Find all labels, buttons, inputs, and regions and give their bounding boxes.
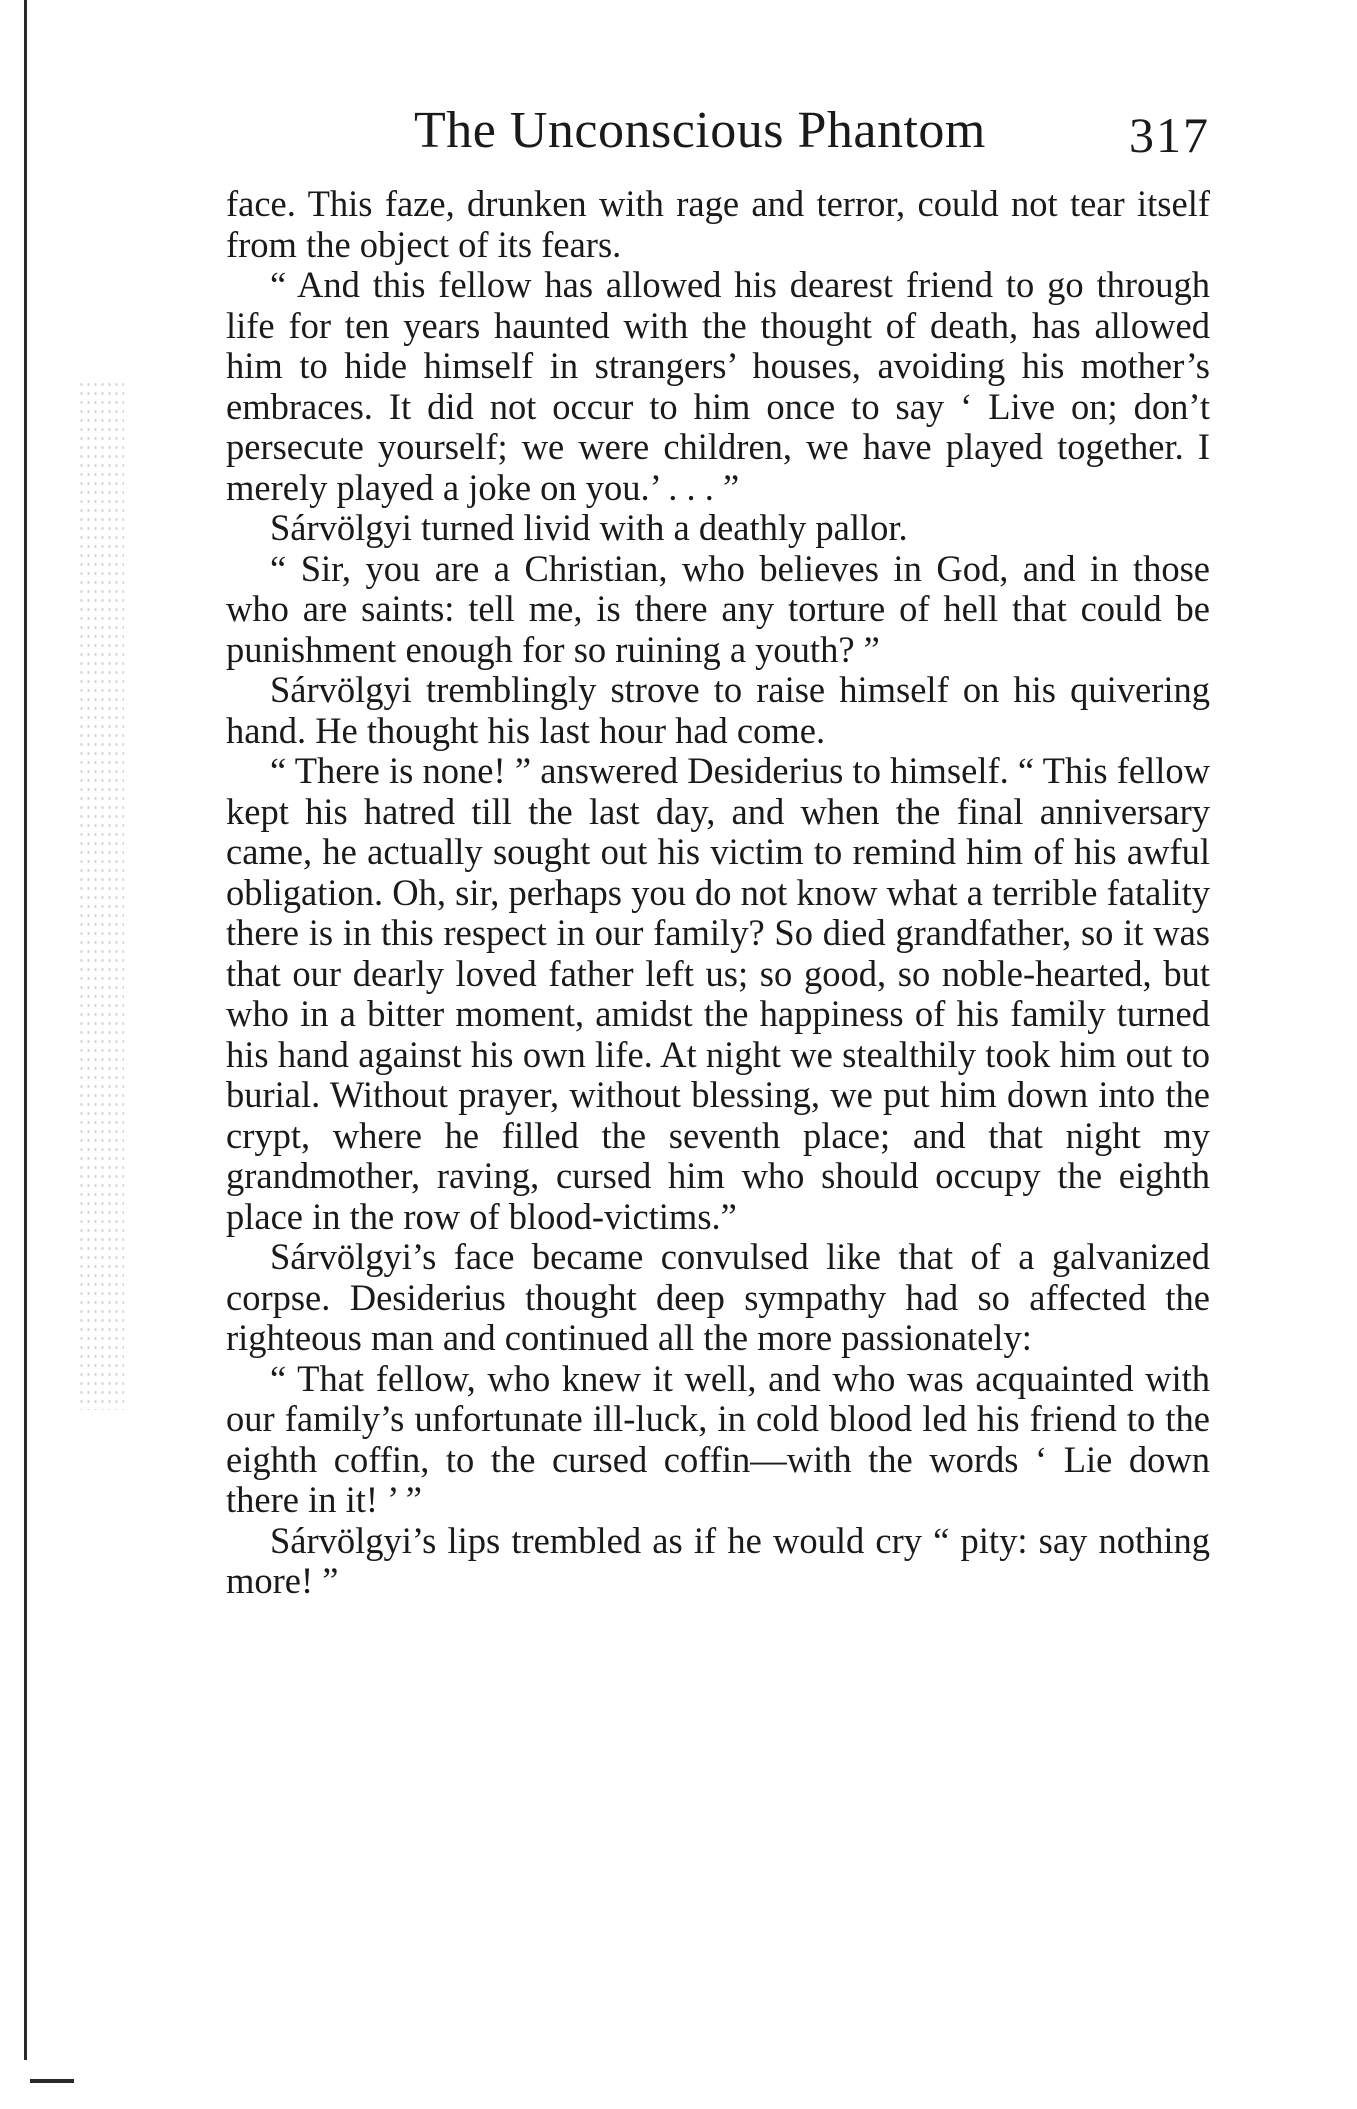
binding-edge-foot: [30, 2079, 74, 2083]
paragraph: “ There is none! ” answered Desiderius to himself. “ This fellow kept his hatred till the last day, and when the final anniversary came, he actually sought out his victim to remind him of his awful obligation. Oh, sir, perhaps you do not know what a terrible fatality there is in this respect in our family? So died grandfather, so it was that our dearly loved father left us; so good, so noble-hearted, but who in a bitter moment, amidst the happiness of his family turned his hand against his own life. At night we stealthily took him out to burial. Without prayer, without blessing, we put him down into the crypt, where he filled the seventh place; and that night my grandmother, raving, cursed him who should occupy the eighth place in the row of blood-victims.”: [226, 750, 1210, 1237]
paragraph: “ And this fellow has allowed his dearest friend to go through life for ten years haunted with the thought of death, has allowed him to hide himself in strangers’ houses, avoiding his mother’s embraces. It did not occur to him once to say ‘ Live on; don’t persecute yourself; we were children, we have played together. I merely played a joke on you.’ . . . ”: [226, 264, 1210, 508]
page-number: 317: [1129, 107, 1210, 163]
paragraph: Sárvölgyi turned livid with a deathly pallor.: [270, 507, 908, 548]
paragraph: Sárvölgyi’s lips trembled as if he would cry “ pity: say nothing more! ”: [226, 1519, 1210, 1601]
running-head: [226, 96, 1210, 166]
paragraph: face. This faze, drunken with rage and terror, could not tear itself from the object of its fears.: [226, 183, 1210, 265]
gutter-speckle: [78, 380, 124, 1410]
paragraph: “ That fellow, who knew it well, and who was acquainted with our family’s unfortunate ill-luck, in cold blood led his friend to the eighth coffin, to the cursed coffin—with the words ‘ Lie down there in it! ’ ”: [226, 1357, 1210, 1520]
book-page: [226, 96, 1210, 1602]
body-text: [226, 184, 1210, 1602]
paragraph: Sárvölgyi’s face became convulsed like that of a galvanized corpse. Desiderius thought deep sympathy had so affected the righteous man and continued all the more passionately:: [226, 1236, 1210, 1358]
running-title: The Unconscious Phantom: [414, 102, 986, 159]
binding-edge: [24, 0, 27, 2060]
paragraph: Sárvölgyi tremblingly strove to raise himself on his quivering hand. He thought his last hour had come.: [226, 669, 1210, 751]
paragraph: “ Sir, you are a Christian, who believes in God, and in those who are saints: tell me, is there any torture of hell that could be punishment enough for so ruining a youth? ”: [226, 547, 1210, 670]
